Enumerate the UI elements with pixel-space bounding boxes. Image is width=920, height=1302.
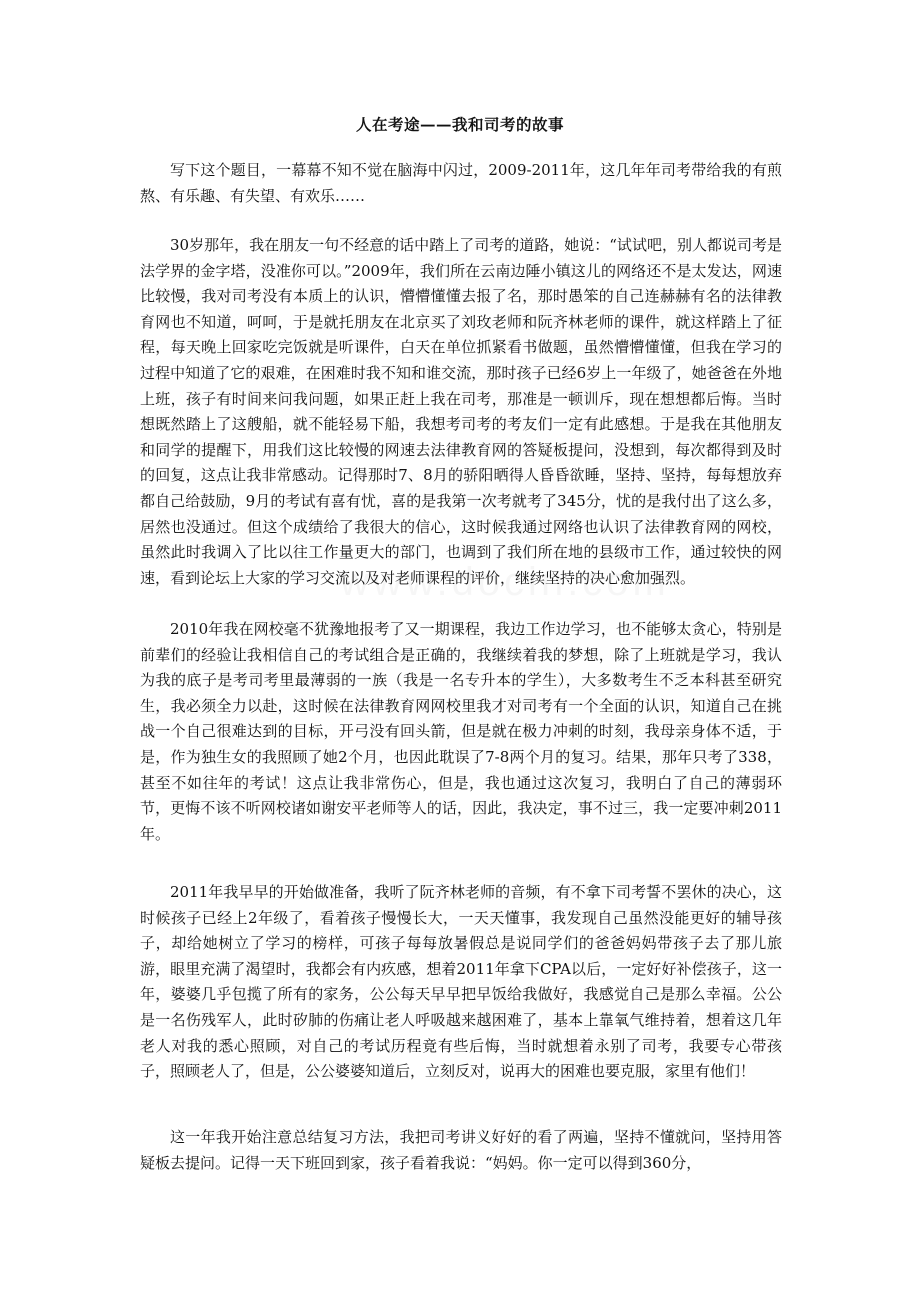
document-title: 人在考途——我和司考的故事 bbox=[355, 115, 564, 134]
paragraph-1: 写下这个题目，一幕幕不知不觉在脑海中闪过，2009-2011年，这几年年司考带给我的有煎熬、有乐趣、有失望、有欢乐…… bbox=[140, 161, 782, 205]
paragraph-2: 30岁那年，我在朋友一句不经意的话中踏上了司考的道路，她说：“试试吧，别人都说司考是法学界的金字塔，没准你可以。”2009年，我们所在云南边陲小镇这儿的网络还不是太发达，网速比较慢，我对司考没有本质上的认识，懵懵懂懂去报了名，那时愚笨的自己连赫赫有名的法律教育网也不知道，呵呵，于是就托朋友在北京买了刘玫老师和阮齐林老师的课件，就这样踏上了征程，每天晚上回家吃完饭就是听课件，白天在单位抓紧看书做题，虽然懵懵懂懂，但我在学习的过程中知道了它的艰难，在困难时我不知和谁交流，那时孩子已经6岁上一年级了，她爸爸在外地上班，孩子有时间来问我问题，如果正赶上我在司考，那准是一顿训斥，现在想想都后悔。当时想既然踏上了这艘船，就不能轻易下船，我想考司考的考友们一定有此感想。于是我在其他朋友和同学的提醒下，用我们这比较慢的网速去法律教育网的答疑板提问，没想到，每次都得到及时的回复，这点让我非常感动。记得那时7、8月的骄阳晒得人昏昏欲睡，坚持、坚持，每每想放弃都自己给鼓励，9月的考试有喜有忧，喜的是我第一次考就考了345分，忧的是我付出了这么多，居然也没通过。但这个成绩给了我很大的信心，这时候我通过网络也认识了法律教育网的网校，虽然此时我调入了比以往工作量更大的部门，也调到了我们所在地的县级市工作，通过较快的网速，看到论坛上大家的学习交流以及对老师课程的评价，继续坚持的决心愈加强烈。 bbox=[140, 236, 782, 587]
paragraph-5: 这一年我开始注意总结复习方法，我把司考讲义好好的看了两遍，坚持不懂就问，坚持用答疑板去提问。记得一天下班回到家，孩子看着我说：“妈妈。你一定可以得到360分， bbox=[140, 1128, 782, 1172]
paragraph-4: 2011年我早早的开始做准备，我听了阮齐林老师的音频，有不拿下司考誓不罢休的决心，这时候孩子已经上2年级了，看着孩子慢慢长大，一天天懂事，我发现自己虽然没能更好的辅导孩子，却给她树立了学习的榜样，可孩子每每放暑假总是说同学们的爸爸妈妈带孩子去了那儿旅游，眼里充满了渴望时，我都会有内疚感，想着2011年拿下CPA以后，一定好好补偿孩子，这一年，婆婆几乎包揽了所有的家务，公公每天早早把早饭给我做好，我感觉自己是那么幸福。公公是一名伤残军人，此时矽肺的伤痛让老人呼吸越来越困难了，基本上靠氧气维持着，想着这几年老人对我的悉心照顾，对自己的考试历程竟有些后悔，当时就想着永别了司考，我要专心带孩子，照顾老人了，但是，公公婆婆知道后，立刻反对，说再大的困难也要克服，家里有他们！ bbox=[140, 883, 782, 1081]
paragraph-3: 2010年我在网校毫不犹豫地报考了又一期课程，我边工作边学习，也不能够太贪心，特别是前辈们的经验让我相信自己的考试组合是正确的，我继续着我的梦想，除了上班就是学习，我认为我的底子是考司考里最薄弱的一族（我是一名专升本的学生），大多数考生不乏本科甚至研究生，我必须全力以赴，这时候在法律教育网网校里我才对司考有一个全面的认识，知道自己在挑战一个自己很难达到的目标，开弓没有回头箭，但是就在极力冲刺的时刻，我母亲身体不适，于是，作为独生女的我照顾了她2个月，也因此耽误了7-8两个月的复习。结果，那年只考了338，甚至不如往年的考试！这点让我非常伤心，但是，我也通过这次复习，我明白了自己的薄弱环节，更悔不该不听网校诸如谢安平老师等人的话，因此，我决定，事不过三，我一定要冲刺2011年。 bbox=[140, 620, 782, 843]
